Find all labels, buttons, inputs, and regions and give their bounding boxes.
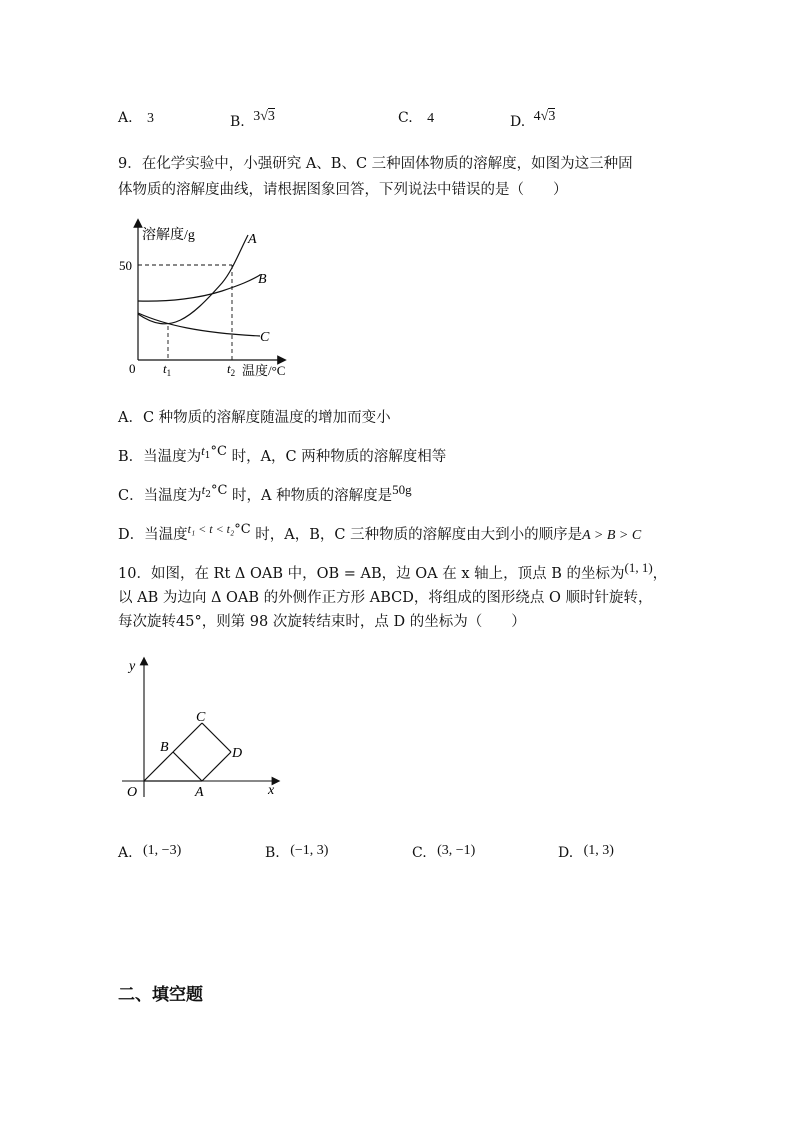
option-value: (1, −3) <box>143 843 182 858</box>
option-label: B. <box>230 114 245 130</box>
curve-a-label: A <box>248 232 257 247</box>
q10-option-d[interactable] <box>558 842 614 859</box>
q10-stem-line2: 以 AB 为边向 Δ OAB 的外侧作正方形 ABCD，将组成的图形绕点 O 顺时针旋转， <box>118 590 653 606</box>
option-label: D. <box>558 845 574 861</box>
segment-CD <box>202 723 231 752</box>
q9-option-b[interactable]: B．当温度为$t^1^\circ C$ 时，A，C 两种物质的溶解度相等 <box>118 443 447 465</box>
rotation-figure <box>118 655 288 800</box>
option-label: A. <box>118 110 133 126</box>
option-value: (3, −1) <box>437 843 476 858</box>
y-label: y <box>129 659 136 674</box>
q9-option-c[interactable]: C．当温度为$t^2^\circ C$ 时，A 种物质的溶解度是50g <box>118 482 412 504</box>
C-label: C <box>196 710 206 725</box>
origin-label: 0 <box>129 361 136 376</box>
option-label: A. <box>118 845 133 861</box>
q8-option-d[interactable] <box>510 108 556 130</box>
segment-DA <box>202 752 231 781</box>
option-value: 4 <box>427 111 435 126</box>
q10-stem-line1: 10．如图，在 Rt Δ OAB 中，OB = AB，边 OA 在 x 轴上，顶点 B 的坐标为(1, 1)， <box>118 560 668 582</box>
q9-option-d[interactable]: D．当温度$^{t_1 < t < t_2}$°C 时，A，B，C 三种物质的溶解度由大到小的顺序是A > B > C <box>118 522 642 543</box>
D-label: D <box>232 746 243 761</box>
q8-option-c[interactable] <box>398 110 434 127</box>
q10-option-b[interactable] <box>265 842 328 859</box>
option-label: C. <box>412 845 427 861</box>
A-label: A <box>195 785 204 800</box>
section-title: 二、填空题 <box>118 985 203 1005</box>
x-axis-label: 温度/°C <box>242 363 286 378</box>
q10-option-a[interactable] <box>118 842 181 859</box>
q8-option-a[interactable] <box>118 110 154 127</box>
q9-stem-line2: 体物质的溶解度曲线，请根据图象回答，下列说法中错误的是（ ） <box>118 182 568 198</box>
y-tick-50: 50 <box>119 258 132 273</box>
segment-AB <box>173 752 202 781</box>
curve-b <box>138 275 260 301</box>
option-value: (−1, 3) <box>290 843 329 858</box>
solubility-graph <box>110 215 310 385</box>
segment-BC <box>173 723 202 752</box>
option-value: 4√3 <box>533 109 556 124</box>
segment-OB <box>144 752 173 781</box>
q10-stem-line3: 每次旋转45°，则第 98 次旋转结束时，点 D 的坐标为（ ） <box>118 614 526 630</box>
x-label: x <box>268 783 275 798</box>
B-label: B <box>160 740 169 755</box>
option-label: C. <box>398 110 413 126</box>
option-label: D. <box>510 114 526 130</box>
y-axis-label: 溶解度/g <box>142 228 195 243</box>
option-value: 3√3 <box>253 109 275 124</box>
curve-a <box>138 235 248 324</box>
q9-stem-line1: 9．在化学实验中，小强研究 A、B、C 三种固体物质的溶解度，如图为这三种固 <box>118 156 633 172</box>
O-label: O <box>127 785 138 800</box>
option-value: 3 <box>147 111 155 126</box>
curve-c <box>138 313 260 336</box>
q8-option-b[interactable] <box>230 108 275 130</box>
curve-c-label: C <box>260 330 270 345</box>
option-label: B. <box>265 845 280 861</box>
q10-option-c[interactable] <box>412 842 475 859</box>
q9-option-a[interactable]: A．C 种物质的溶解度随温度的增加而变小 <box>118 410 391 426</box>
t2-label: $t_2$ <box>227 361 236 378</box>
option-value: (1, 3) <box>583 843 614 858</box>
t1-label: $t_1$ <box>163 361 172 378</box>
curve-b-label: B <box>258 272 267 287</box>
